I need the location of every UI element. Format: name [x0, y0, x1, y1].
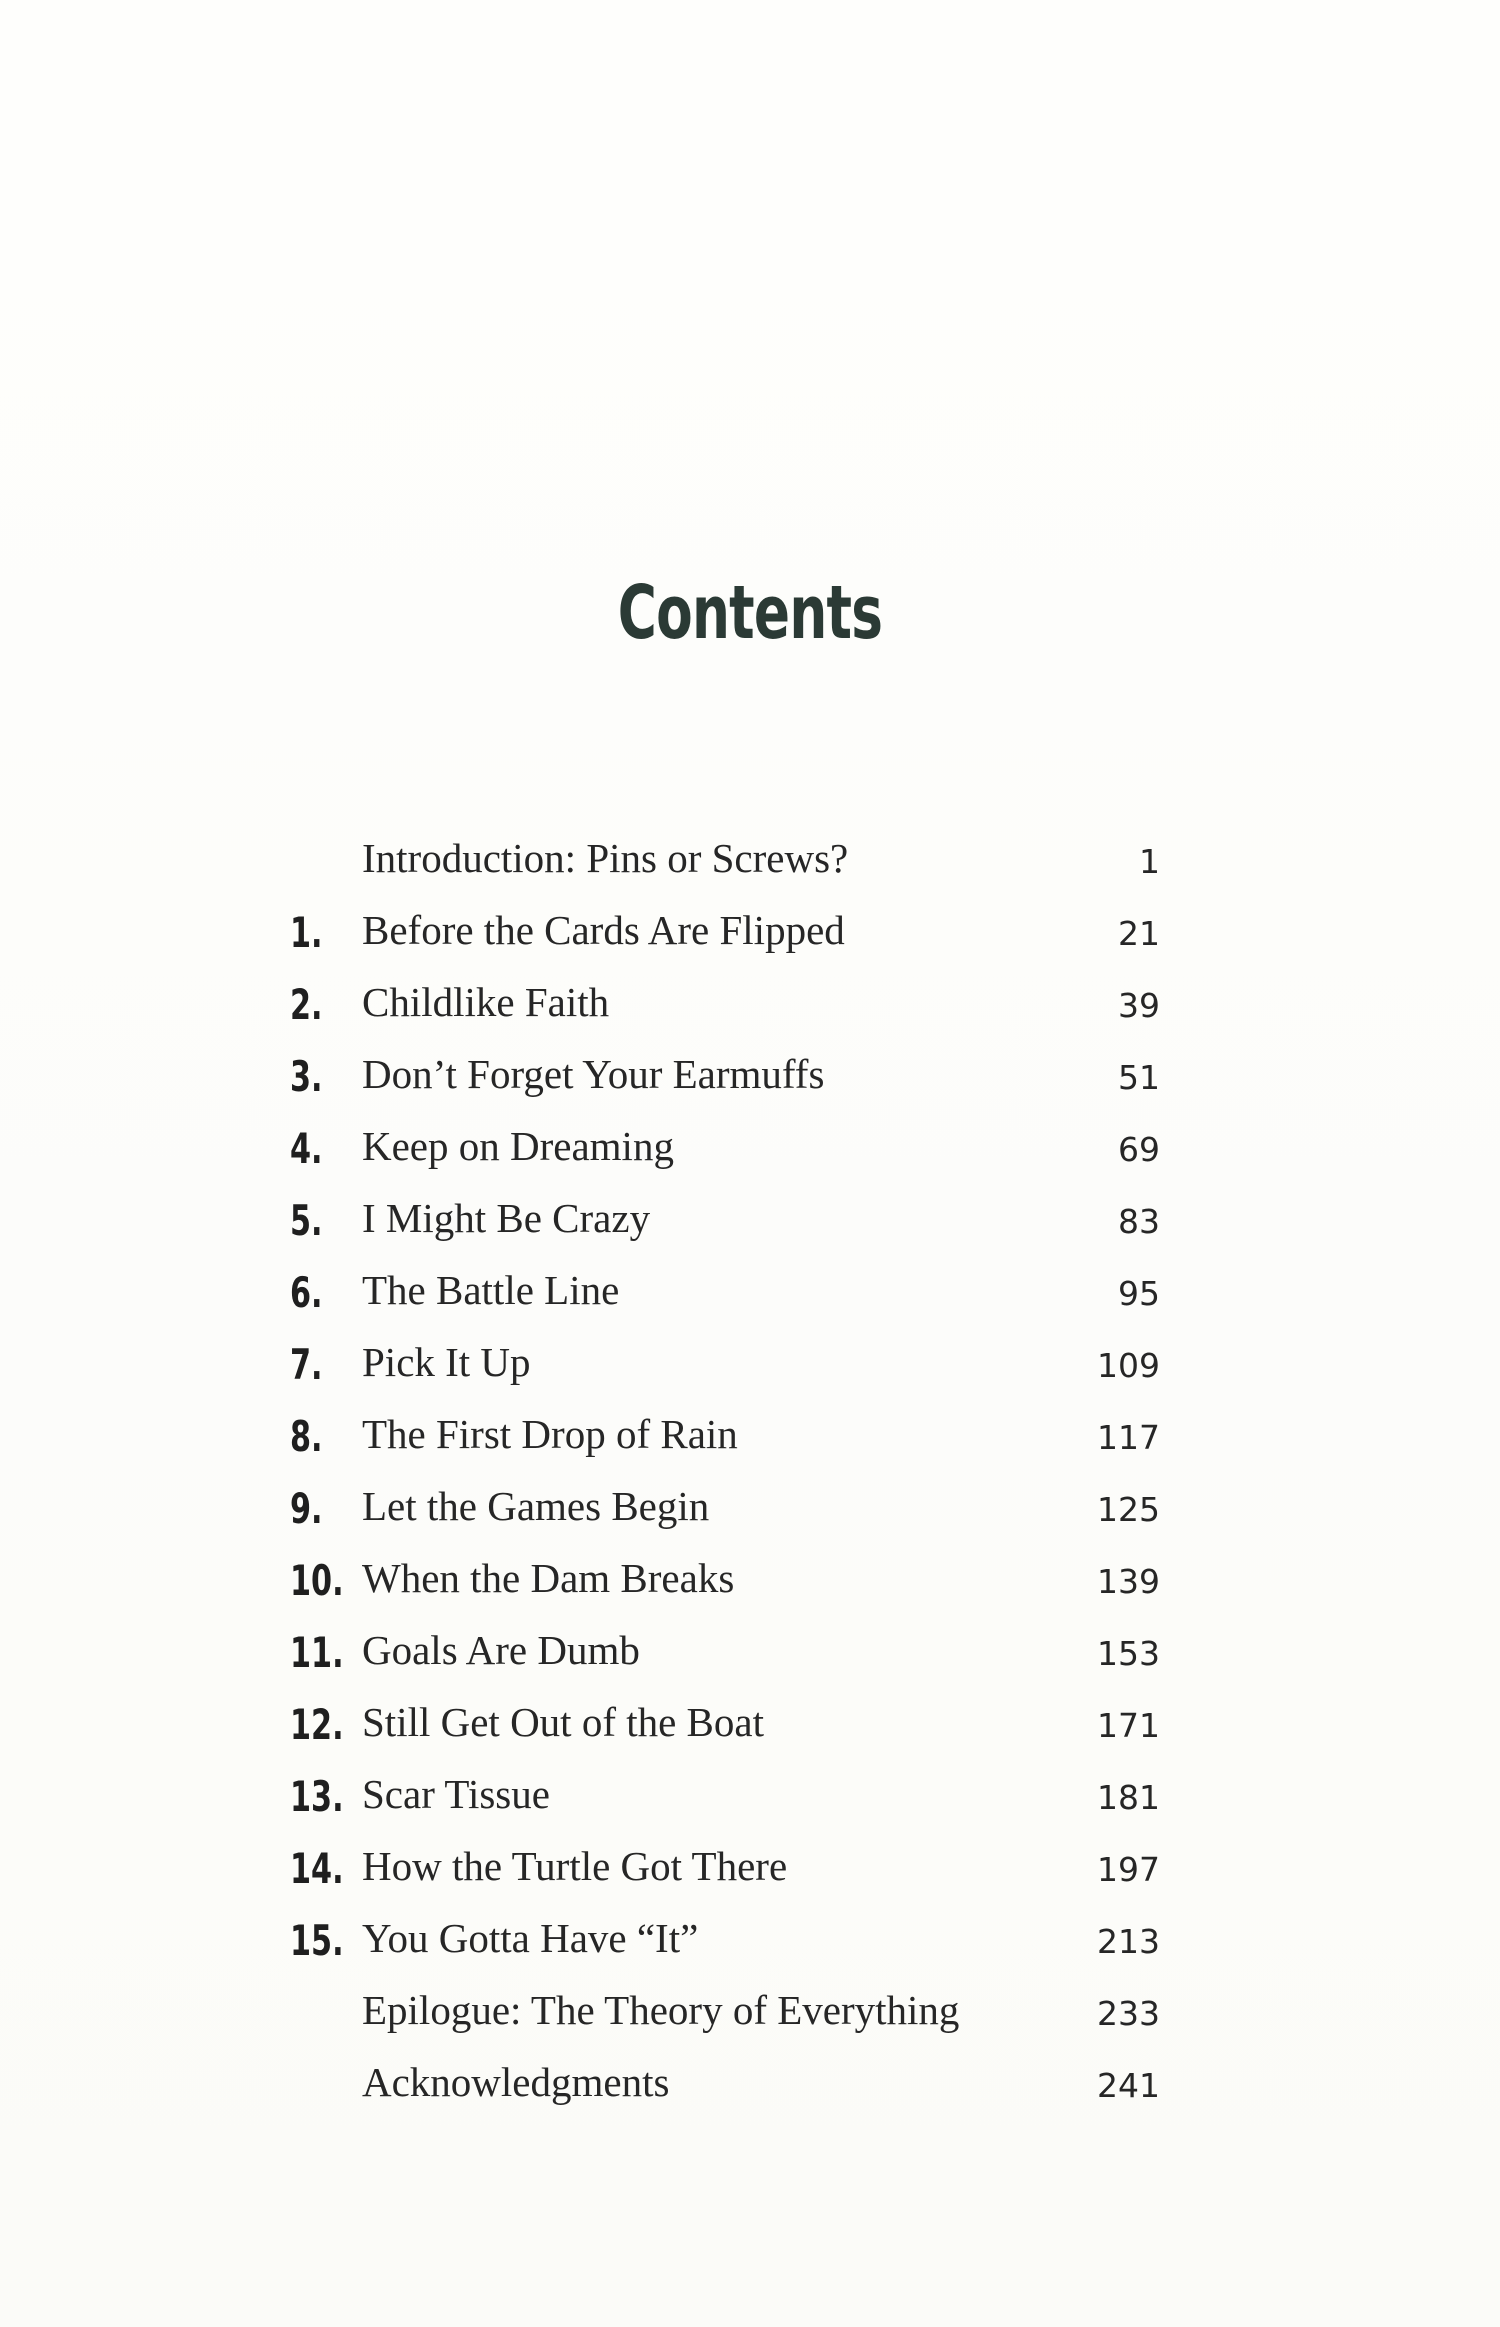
toc-entry — [0, 1910, 1500, 1982]
chapter-number: 5. — [290, 1196, 323, 1245]
page-number: 197 — [1097, 1850, 1160, 1889]
chapter-title: I Might Be Crazy — [362, 1195, 651, 1241]
chapter-title: Keep on Dreaming — [362, 1123, 674, 1169]
page-number: 83 — [1118, 1202, 1160, 1241]
chapter-title: How the Turtle Got There — [362, 1843, 788, 1889]
toc-entry — [0, 2054, 1500, 2126]
chapter-title: Before the Cards Are Flipped — [362, 907, 845, 953]
chapter-title: Epilogue: The Theory of Everything — [362, 1987, 960, 2033]
chapter-number: 13. — [290, 1772, 344, 1821]
chapter-title: Let the Games Begin — [362, 1483, 710, 1529]
page-title: Contents — [617, 570, 883, 656]
page-number: 213 — [1097, 1922, 1160, 1961]
toc-entry — [0, 830, 1500, 902]
toc-entry — [0, 1334, 1500, 1406]
page-number: 139 — [1097, 1562, 1160, 1601]
page-number: 233 — [1097, 1994, 1160, 2033]
chapter-title: The First Drop of Rain — [362, 1411, 738, 1457]
chapter-title: Pick It Up — [362, 1339, 531, 1385]
chapter-number: 10. — [290, 1556, 344, 1605]
chapter-title: Goals Are Dumb — [362, 1627, 640, 1673]
page-number: 125 — [1097, 1490, 1160, 1529]
chapter-number: 11. — [290, 1628, 344, 1677]
page-number: 109 — [1097, 1346, 1160, 1385]
page-number: 21 — [1118, 914, 1160, 953]
toc-entry — [0, 1478, 1500, 1550]
toc-entry — [0, 1118, 1500, 1190]
toc-entry — [0, 1838, 1500, 1910]
chapter-number: 14. — [290, 1844, 344, 1893]
chapter-title: Don’t Forget Your Earmuffs — [362, 1051, 825, 1097]
chapter-number: 7. — [290, 1340, 323, 1389]
page-number: 117 — [1097, 1418, 1160, 1457]
page-number: 39 — [1118, 986, 1160, 1025]
chapter-number: 15. — [290, 1916, 344, 1965]
toc-entry — [0, 902, 1500, 974]
page-number: 241 — [1097, 2066, 1160, 2105]
chapter-title: Acknowledgments — [362, 2059, 670, 2105]
toc-entry — [0, 1550, 1500, 1622]
toc-entry — [0, 1766, 1500, 1838]
chapter-number: 8. — [290, 1412, 323, 1461]
toc-entry — [0, 1046, 1500, 1118]
chapter-title: The Battle Line — [362, 1267, 620, 1313]
chapter-title: Childlike Faith — [362, 979, 610, 1025]
chapter-number: 6. — [290, 1268, 323, 1317]
toc-entry — [0, 974, 1500, 1046]
page-number: 1 — [1139, 842, 1160, 881]
chapter-number: 9. — [290, 1484, 323, 1533]
page-number: 153 — [1097, 1634, 1160, 1673]
page-number: 95 — [1118, 1274, 1160, 1313]
chapter-title: Scar Tissue — [362, 1771, 550, 1817]
chapter-number: 2. — [290, 980, 323, 1029]
page-number: 181 — [1097, 1778, 1160, 1817]
chapter-title: You Gotta Have “It” — [362, 1915, 699, 1961]
page-number: 69 — [1118, 1130, 1160, 1169]
chapter-number: 4. — [290, 1124, 323, 1173]
toc-entry — [0, 1190, 1500, 1262]
toc-entry — [0, 1694, 1500, 1766]
chapter-title: Introduction: Pins or Screws? — [362, 835, 849, 881]
chapter-number: 3. — [290, 1052, 323, 1101]
page-number: 51 — [1118, 1058, 1160, 1097]
chapter-number: 1. — [290, 908, 323, 957]
toc-entry — [0, 1622, 1500, 1694]
toc-entry — [0, 1982, 1500, 2054]
chapter-number: 12. — [290, 1700, 344, 1749]
page-number: 171 — [1097, 1706, 1160, 1745]
toc-entry — [0, 1406, 1500, 1478]
toc-entry — [0, 1262, 1500, 1334]
chapter-title: When the Dam Breaks — [362, 1555, 735, 1601]
chapter-title: Still Get Out of the Boat — [362, 1699, 764, 1745]
